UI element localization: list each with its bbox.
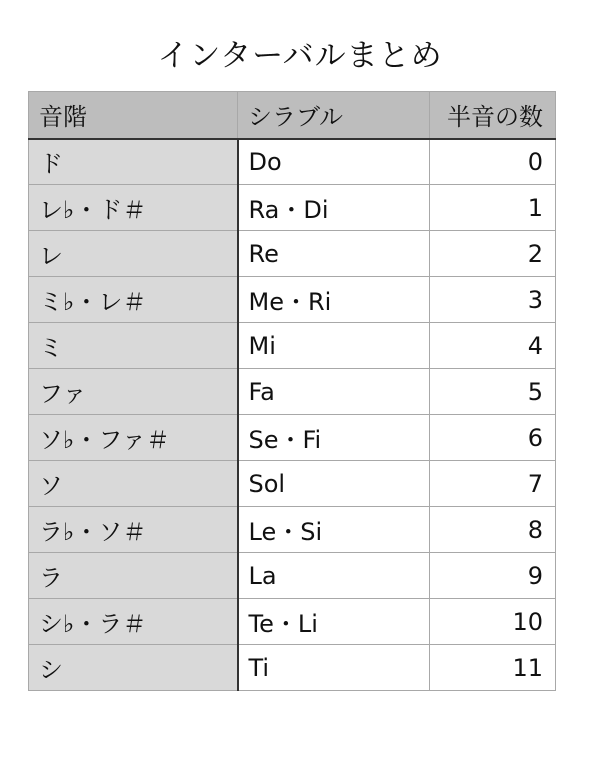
syllable-cell: La: [238, 553, 430, 599]
scale-cell: レ: [29, 231, 238, 277]
scale-cell: ファ: [29, 369, 238, 415]
scale-cell: ラ♭・ソ＃: [29, 507, 238, 553]
syllable-cell: Te・Li: [238, 599, 430, 645]
scale-cell: ド: [29, 139, 238, 185]
syllable-cell: Sol: [238, 461, 430, 507]
table-row: [29, 277, 556, 323]
semitone-cell: 1: [430, 185, 556, 231]
table-row: [29, 461, 556, 507]
table-row: [29, 645, 556, 691]
table-row: [29, 415, 556, 461]
scale-cell: ミ: [29, 323, 238, 369]
table-row: [29, 507, 556, 553]
semitone-cell: 8: [430, 507, 556, 553]
semitone-cell: 4: [430, 323, 556, 369]
semitone-cell: 2: [430, 231, 556, 277]
scale-cell: ソ: [29, 461, 238, 507]
header-syllable: シラブル: [238, 92, 430, 139]
semitone-cell: 11: [430, 645, 556, 691]
table-header-row: [29, 92, 556, 139]
semitone-cell: 5: [430, 369, 556, 415]
table-row: [29, 599, 556, 645]
syllable-cell: Le・Si: [238, 507, 430, 553]
scale-cell: シ♭・ラ＃: [29, 599, 238, 645]
interval-table: [28, 91, 556, 691]
semitone-cell: 9: [430, 553, 556, 599]
table-row: [29, 553, 556, 599]
semitone-cell: 10: [430, 599, 556, 645]
scale-cell: ソ♭・ファ＃: [29, 415, 238, 461]
scale-cell: ラ: [29, 553, 238, 599]
table-row: [29, 185, 556, 231]
scale-cell: レ♭・ド＃: [29, 185, 238, 231]
table-row: [29, 231, 556, 277]
header-scale: 音階: [29, 92, 238, 139]
scale-cell: ミ♭・レ＃: [29, 277, 238, 323]
syllable-cell: Ti: [238, 645, 430, 691]
syllable-cell: Mi: [238, 323, 430, 369]
semitone-cell: 6: [430, 415, 556, 461]
header-semitones: 半音の数: [430, 92, 556, 139]
scale-cell: シ: [29, 645, 238, 691]
syllable-cell: Re: [238, 231, 430, 277]
table-row: [29, 369, 556, 415]
semitone-cell: 0: [430, 139, 556, 185]
syllable-cell: Fa: [238, 369, 430, 415]
syllable-cell: Me・Ri: [238, 277, 430, 323]
syllable-cell: Ra・Di: [238, 185, 430, 231]
table-row: [29, 139, 556, 185]
table-row: [29, 323, 556, 369]
syllable-cell: Do: [238, 139, 430, 185]
syllable-cell: Se・Fi: [238, 415, 430, 461]
page-title: インターバルまとめ: [157, 38, 443, 74]
semitone-cell: 7: [430, 461, 556, 507]
semitone-cell: 3: [430, 277, 556, 323]
